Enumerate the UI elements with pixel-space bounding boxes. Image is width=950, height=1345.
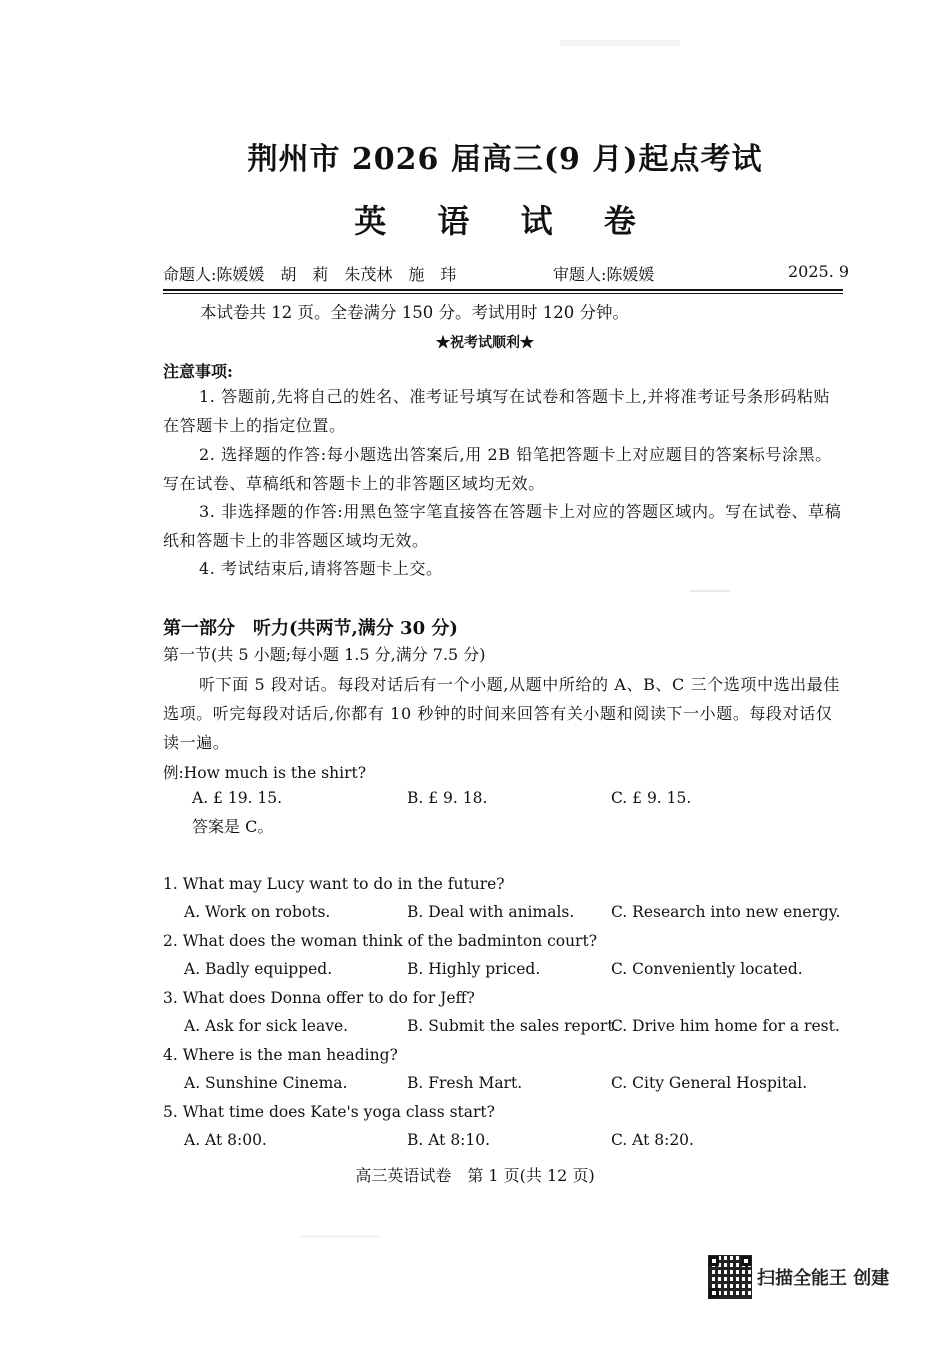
bleed-mark xyxy=(560,40,680,46)
notice-item: 1. 答题前,先将自己的姓名、准考证号填写在试卷和答题卡上,并将准考证号条形码粘贴在答题卡上的指定位置。 xyxy=(163,387,831,435)
reviewer: 审题人:陈媛媛 xyxy=(553,265,655,284)
exam-title: 荆州市 2026 届高三(9 月)起点考试 xyxy=(247,142,763,177)
example-option: C. £ 9. 15. xyxy=(611,789,692,807)
option: C. Drive him home for a rest. xyxy=(611,1017,840,1035)
exam-date: 2025. 9 xyxy=(788,262,850,281)
option: C. City General Hospital. xyxy=(611,1074,808,1092)
part-heading: 第一部分 听力(共两节,满分 30 分) xyxy=(163,618,458,639)
option: C. At 8:20. xyxy=(611,1131,694,1149)
option: A. Ask for sick leave. xyxy=(184,1017,349,1035)
option: B. Deal with animals. xyxy=(407,903,575,921)
subject-title: 英 语 试 卷 xyxy=(354,202,656,240)
option: B. Submit the sales report. xyxy=(407,1017,619,1035)
option: A. Sunshine Cinema. xyxy=(184,1074,348,1092)
scanner-watermark: 扫描全能王 创建 xyxy=(757,1268,890,1289)
option: A. Badly equipped. xyxy=(184,960,333,978)
page-footer: 高三英语试卷 第 1 页(共 12 页) xyxy=(355,1166,595,1185)
question: 1. What may Lucy want to do in the future? xyxy=(163,875,505,893)
section-heading: 第一节(共 5 小题;每小题 1.5 分,满分 7.5 分) xyxy=(163,645,486,664)
header-rule xyxy=(163,293,843,294)
option: A. At 8:00. xyxy=(184,1131,267,1149)
good-luck: ★祝考试顺利★ xyxy=(436,335,534,351)
notice-item: 3. 非选择题的作答:用黑色签字笔直接答在答题卡上对应的答题区域内。写在试卷、草稿纸和答题卡上的非答题区域均无效。 xyxy=(163,502,842,550)
exam-summary: 本试卷共 12 页。全卷满分 150 分。考试用时 120 分钟。 xyxy=(200,303,629,322)
question: 5. What time does Kate's yoga class start? xyxy=(163,1103,495,1121)
notice-item: 2. 选择题的作答:每小题选出答案后,用 2B 铅笔把答题卡上对应题目的答案标号涂黑。写在试卷、草稿纸和答题卡上的非答题区域均无效。 xyxy=(163,445,832,493)
authors: 命题人:陈媛媛 胡 莉 朱茂林 施 玮 xyxy=(163,265,457,284)
example-answer: 答案是 C。 xyxy=(192,817,274,836)
question: 3. What does Donna offer to do for Jeff? xyxy=(163,989,475,1007)
header-rule xyxy=(163,289,843,291)
notice-heading: 注意事项: xyxy=(163,362,233,381)
qr-code-icon xyxy=(708,1255,752,1299)
notice-item: 4. 考试结束后,请将答题卡上交。 xyxy=(199,559,443,578)
example-option: B. £ 9. 18. xyxy=(407,789,488,807)
option: A. Work on robots. xyxy=(184,903,331,921)
option: B. Highly priced. xyxy=(407,960,541,978)
example-question: 例:How much is the shirt? xyxy=(163,764,367,782)
listening-instructions: 听下面 5 段对话。每段对话后有一个小题,从题中所给的 A、B、C 三个选项中选出最佳选项。听完每段对话后,你都有 10 秒钟的时间来回答有关小题和阅读下一小题。每段对话仅读一遍。 xyxy=(163,675,840,752)
bleed-mark xyxy=(300,1235,380,1238)
question: 2. What does the woman think of the badminton court? xyxy=(163,932,598,950)
option: C. Conveniently located. xyxy=(611,960,803,978)
example-option: A. £ 19. 15. xyxy=(192,789,283,807)
option: C. Research into new energy. xyxy=(611,903,841,921)
bleed-mark xyxy=(690,590,730,592)
option: B. At 8:10. xyxy=(407,1131,491,1149)
question: 4. Where is the man heading? xyxy=(163,1046,398,1064)
option: B. Fresh Mart. xyxy=(407,1074,523,1092)
